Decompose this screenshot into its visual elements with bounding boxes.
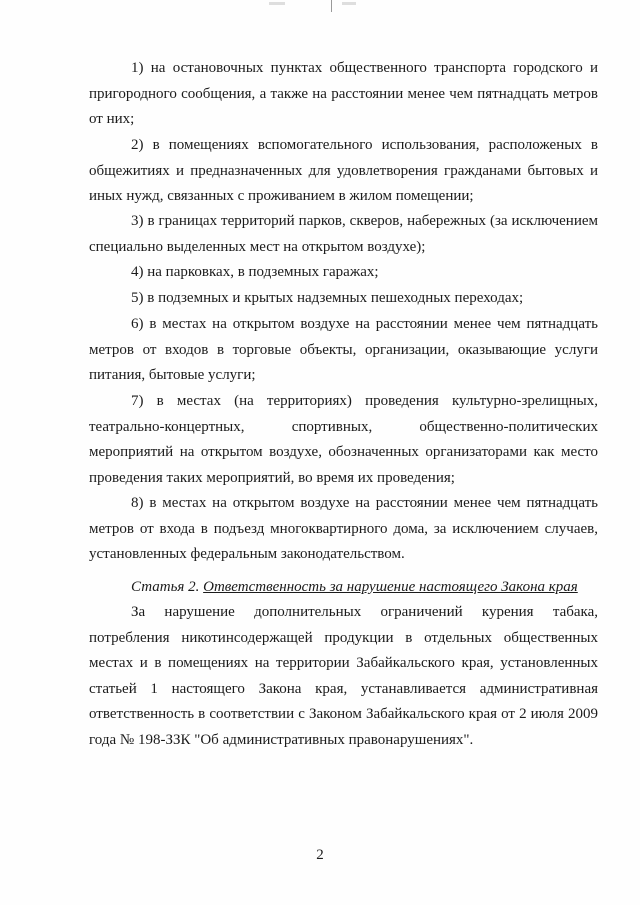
list-item-5: 5) в подземных и крытых надземных пешеходных переходах; <box>131 290 524 306</box>
page-number: 2 <box>316 847 324 863</box>
scan-artifact <box>269 2 285 5</box>
list-item-1: 1) на остановочных пунктах общественного транспорта городского и пригородного сообщения, а также на расстоянии менее чем пятнадцать метров от них; <box>89 60 598 127</box>
scan-artifact <box>331 0 332 12</box>
list-item-4: 4) на парковках, в подземных гаражах; <box>131 264 379 280</box>
article-title: Ответственность за нарушение настоящего Закона края <box>203 579 578 595</box>
article-body: За нарушение дополнительных ограничений курения табака, потребления никотинсодержащей продукции в отдельных общественных местах и в помещениях на территории Забайкальского края, установленных статьей 1 настоящего Закона края, устанавливается административная ответственность в соответствии с Законом Забайкальского края от 2 июля 2009 года № 198-ЗЗК "Об административных правонарушениях". <box>89 604 598 748</box>
scan-artifact <box>342 2 356 5</box>
article-label: Статья 2. <box>131 579 200 595</box>
list-item-8: 8) в местах на открытом воздухе на расстоянии менее чем пятнадцать метров от входа в подъезд многоквартирного дома, за исключением случаев, установленных федеральным законодательством. <box>89 495 598 562</box>
list-item-7: 7) в местах (на территориях) проведения культурно-зрелищных, театрально-концертных, спортивных, общественно-политических мероприятий на открытом воздухе, обозначенных организаторами как место проведения таких мероприятий, во время их проведения; <box>89 393 598 486</box>
list-item-6: 6) в местах на открытом воздухе на расстоянии менее чем пятнадцать метров от входов в торговые объекты, организации, оказывающие услуги питания, бытовые услуги; <box>89 316 598 383</box>
list-item-2: 2) в помещениях вспомогательного использования, расположеных в общежитиях и предназначенных для удовлетворения гражданами бытовых и иных нужд, связанных с проживанием в жилом помещении; <box>89 137 598 204</box>
article-heading <box>131 575 601 601</box>
list-item-3: 3) в границах территорий парков, скверов, набережных (за исключением специально выделенных мест на открытом воздухе); <box>89 213 598 255</box>
